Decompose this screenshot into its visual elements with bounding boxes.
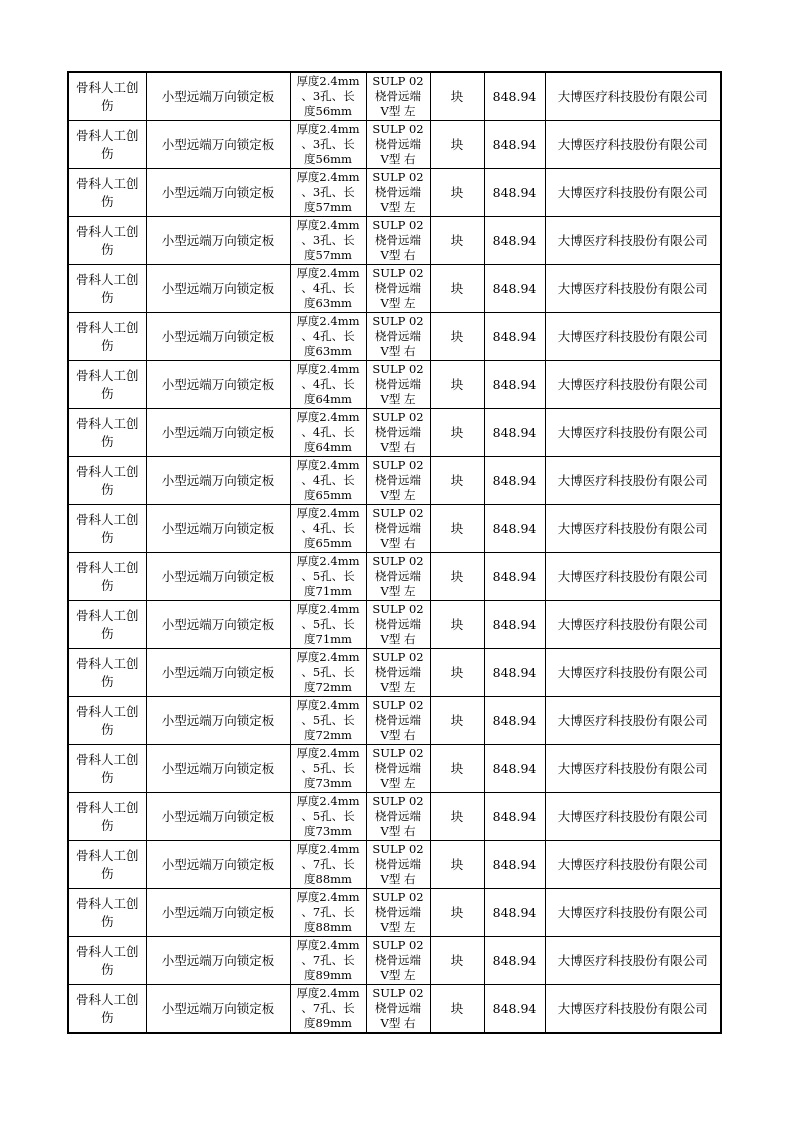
model-cell-line: 桡骨远端: [375, 233, 421, 247]
model-cell: [366, 649, 430, 697]
spec-cell: [290, 457, 366, 505]
model-cell-line: V型 右: [380, 440, 416, 454]
category-cell: 骨科人工创伤: [68, 889, 146, 937]
model-cell-line: SULP 02: [372, 938, 424, 952]
model-cell-line: V型 左: [380, 920, 416, 934]
spec-cell-line: 度72mm: [304, 728, 352, 742]
company-cell: 大博医疗科技股份有限公司: [545, 793, 721, 841]
spec-cell-line: 厚度2.4mm: [296, 314, 360, 328]
spec-cell-line: 厚度2.4mm: [296, 842, 360, 856]
model-cell-line: SULP 02: [372, 746, 424, 760]
price-cell: 848.94: [484, 601, 545, 649]
model-cell-line: SULP 02: [372, 314, 424, 328]
spec-cell-line: 、4孔、长: [301, 425, 355, 439]
table-row: [68, 313, 721, 361]
spec-cell: [290, 553, 366, 601]
model-cell: [366, 72, 430, 121]
spec-cell-line: 、7孔、长: [301, 905, 355, 919]
category-cell: 骨科人工创伤: [68, 745, 146, 793]
spec-cell-line: 度88mm: [304, 920, 352, 934]
category-cell: 骨科人工创伤: [68, 169, 146, 217]
spec-cell-line: 厚度2.4mm: [296, 650, 360, 664]
product-name-cell: 小型远端万向锁定板: [146, 937, 290, 985]
model-cell-line: 桡骨远端: [375, 665, 421, 679]
category-cell: 骨科人工创伤: [68, 553, 146, 601]
model-cell: [366, 265, 430, 313]
model-cell-line: 桡骨远端: [375, 473, 421, 487]
model-cell: [366, 889, 430, 937]
model-cell-line: 桡骨远端: [375, 89, 421, 103]
spec-cell: [290, 793, 366, 841]
model-cell-line: 桡骨远端: [375, 185, 421, 199]
company-cell: 大博医疗科技股份有限公司: [545, 937, 721, 985]
product-name-cell: 小型远端万向锁定板: [146, 217, 290, 265]
company-cell: 大博医疗科技股份有限公司: [545, 745, 721, 793]
price-cell: 848.94: [484, 121, 545, 169]
price-cell: 848.94: [484, 937, 545, 985]
product-name-cell: 小型远端万向锁定板: [146, 697, 290, 745]
spec-cell: [290, 697, 366, 745]
model-cell-line: 桡骨远端: [375, 617, 421, 631]
price-cell: 848.94: [484, 649, 545, 697]
unit-cell: 块: [430, 937, 484, 985]
price-cell: 848.94: [484, 841, 545, 889]
company-cell: 大博医疗科技股份有限公司: [545, 553, 721, 601]
model-cell-line: SULP 02: [372, 218, 424, 232]
table-row: [68, 265, 721, 313]
spec-cell-line: 厚度2.4mm: [296, 458, 360, 472]
spec-cell-line: 、7孔、长: [301, 953, 355, 967]
spec-cell: [290, 937, 366, 985]
spec-cell-line: 、4孔、长: [301, 473, 355, 487]
table-body: [68, 72, 721, 1033]
product-name-cell: 小型远端万向锁定板: [146, 361, 290, 409]
spec-cell-line: 、4孔、长: [301, 377, 355, 391]
model-cell-line: V型 右: [380, 248, 416, 262]
model-cell-line: V型 左: [380, 680, 416, 694]
spec-cell-line: 度71mm: [304, 584, 352, 598]
model-cell-line: SULP 02: [372, 170, 424, 184]
model-cell-line: V型 右: [380, 632, 416, 646]
spec-cell-line: 、7孔、长: [301, 1001, 355, 1015]
unit-cell: 块: [430, 553, 484, 601]
spec-cell-line: 、3孔、长: [301, 233, 355, 247]
unit-cell: 块: [430, 889, 484, 937]
model-cell-line: SULP 02: [372, 74, 424, 88]
model-cell-line: V型 右: [380, 1016, 416, 1030]
spec-cell-line: 度64mm: [304, 440, 352, 454]
model-cell-line: 桡骨远端: [375, 953, 421, 967]
spec-cell-line: 厚度2.4mm: [296, 698, 360, 712]
spec-cell-line: 、3孔、长: [301, 185, 355, 199]
company-cell: 大博医疗科技股份有限公司: [545, 409, 721, 457]
model-cell: [366, 601, 430, 649]
spec-cell-line: 度56mm: [304, 152, 352, 166]
spec-cell-line: 度57mm: [304, 248, 352, 262]
model-cell-line: V型 左: [380, 104, 416, 118]
spec-cell-line: 厚度2.4mm: [296, 410, 360, 424]
spec-cell-line: 、4孔、长: [301, 329, 355, 343]
company-cell: 大博医疗科技股份有限公司: [545, 985, 721, 1034]
model-cell-line: 桡骨远端: [375, 1001, 421, 1015]
model-cell: [366, 745, 430, 793]
model-cell: [366, 121, 430, 169]
model-cell-line: V型 右: [380, 872, 416, 886]
table-row: [68, 697, 721, 745]
spec-cell-line: 、4孔、长: [301, 281, 355, 295]
model-cell: [366, 985, 430, 1034]
model-cell-line: 桡骨远端: [375, 857, 421, 871]
unit-cell: 块: [430, 985, 484, 1034]
model-cell-line: SULP 02: [372, 650, 424, 664]
model-cell-line: SULP 02: [372, 362, 424, 376]
model-cell-line: SULP 02: [372, 794, 424, 808]
spec-cell-line: 度63mm: [304, 344, 352, 358]
model-cell-line: V型 左: [380, 776, 416, 790]
model-cell: [366, 457, 430, 505]
spec-cell-line: 度63mm: [304, 296, 352, 310]
spec-cell-line: 度73mm: [304, 824, 352, 838]
price-cell: 848.94: [484, 169, 545, 217]
spec-cell-line: 、5孔、长: [301, 665, 355, 679]
model-cell-line: V型 右: [380, 344, 416, 358]
spec-cell: [290, 409, 366, 457]
model-cell-line: SULP 02: [372, 122, 424, 136]
spec-cell-line: 厚度2.4mm: [296, 602, 360, 616]
spec-cell-line: 、5孔、长: [301, 809, 355, 823]
model-cell: [366, 217, 430, 265]
category-cell: 骨科人工创伤: [68, 601, 146, 649]
company-cell: 大博医疗科技股份有限公司: [545, 697, 721, 745]
model-cell-line: SULP 02: [372, 602, 424, 616]
unit-cell: 块: [430, 121, 484, 169]
category-cell: 骨科人工创伤: [68, 409, 146, 457]
spec-cell-line: 度89mm: [304, 1016, 352, 1030]
unit-cell: 块: [430, 457, 484, 505]
spec-cell-line: 厚度2.4mm: [296, 266, 360, 280]
table-row: [68, 361, 721, 409]
spec-cell: [290, 889, 366, 937]
table-row: [68, 505, 721, 553]
price-cell: 848.94: [484, 409, 545, 457]
spec-cell-line: 、3孔、长: [301, 89, 355, 103]
unit-cell: 块: [430, 649, 484, 697]
price-cell: 848.94: [484, 697, 545, 745]
price-cell: 848.94: [484, 72, 545, 121]
spec-cell-line: 度72mm: [304, 680, 352, 694]
model-cell: [366, 409, 430, 457]
spec-cell: [290, 121, 366, 169]
company-cell: 大博医疗科技股份有限公司: [545, 169, 721, 217]
model-cell: [366, 313, 430, 361]
table-row: [68, 601, 721, 649]
model-cell-line: 桡骨远端: [375, 377, 421, 391]
model-cell-line: SULP 02: [372, 410, 424, 424]
company-cell: 大博医疗科技股份有限公司: [545, 361, 721, 409]
category-cell: 骨科人工创伤: [68, 72, 146, 121]
spec-cell-line: 、5孔、长: [301, 617, 355, 631]
model-cell-line: V型 右: [380, 728, 416, 742]
spec-cell-line: 度73mm: [304, 776, 352, 790]
table-row: [68, 649, 721, 697]
spec-cell: [290, 841, 366, 889]
category-cell: 骨科人工创伤: [68, 937, 146, 985]
unit-cell: 块: [430, 313, 484, 361]
model-cell: [366, 169, 430, 217]
spec-cell-line: 厚度2.4mm: [296, 218, 360, 232]
spec-cell-line: 厚度2.4mm: [296, 554, 360, 568]
table-row: [68, 889, 721, 937]
category-cell: 骨科人工创伤: [68, 313, 146, 361]
model-cell-line: 桡骨远端: [375, 569, 421, 583]
model-cell-line: SULP 02: [372, 554, 424, 568]
spec-cell: [290, 505, 366, 553]
product-name-cell: 小型远端万向锁定板: [146, 169, 290, 217]
model-cell-line: 桡骨远端: [375, 809, 421, 823]
product-name-cell: 小型远端万向锁定板: [146, 601, 290, 649]
unit-cell: 块: [430, 505, 484, 553]
model-cell-line: 桡骨远端: [375, 713, 421, 727]
unit-cell: 块: [430, 409, 484, 457]
spec-cell-line: 厚度2.4mm: [296, 506, 360, 520]
category-cell: 骨科人工创伤: [68, 217, 146, 265]
model-cell-line: 桡骨远端: [375, 329, 421, 343]
table-row: [68, 121, 721, 169]
category-cell: 骨科人工创伤: [68, 121, 146, 169]
spec-cell: [290, 361, 366, 409]
product-name-cell: 小型远端万向锁定板: [146, 889, 290, 937]
model-cell: [366, 361, 430, 409]
price-cell: 848.94: [484, 217, 545, 265]
table-row: [68, 217, 721, 265]
unit-cell: 块: [430, 169, 484, 217]
table-row: [68, 457, 721, 505]
unit-cell: 块: [430, 841, 484, 889]
spec-cell-line: 、7孔、长: [301, 857, 355, 871]
model-cell-line: SULP 02: [372, 506, 424, 520]
table-row: [68, 985, 721, 1034]
model-cell: [366, 697, 430, 745]
unit-cell: 块: [430, 697, 484, 745]
unit-cell: 块: [430, 793, 484, 841]
unit-cell: 块: [430, 745, 484, 793]
model-cell-line: 桡骨远端: [375, 761, 421, 775]
spec-cell-line: 度89mm: [304, 968, 352, 982]
spec-cell-line: 度57mm: [304, 200, 352, 214]
category-cell: 骨科人工创伤: [68, 265, 146, 313]
unit-cell: 块: [430, 217, 484, 265]
spec-cell: [290, 265, 366, 313]
product-name-cell: 小型远端万向锁定板: [146, 457, 290, 505]
category-cell: 骨科人工创伤: [68, 793, 146, 841]
model-cell-line: V型 右: [380, 536, 416, 550]
spec-cell: [290, 601, 366, 649]
spec-cell-line: 度65mm: [304, 536, 352, 550]
spec-cell-line: 厚度2.4mm: [296, 362, 360, 376]
spec-cell-line: 厚度2.4mm: [296, 938, 360, 952]
model-cell-line: V型 左: [380, 584, 416, 598]
price-cell: 848.94: [484, 457, 545, 505]
product-name-cell: 小型远端万向锁定板: [146, 505, 290, 553]
spec-cell-line: 厚度2.4mm: [296, 122, 360, 136]
table-row: [68, 169, 721, 217]
product-name-cell: 小型远端万向锁定板: [146, 553, 290, 601]
model-cell-line: V型 左: [380, 392, 416, 406]
table-row: [68, 72, 721, 121]
model-cell-line: SULP 02: [372, 890, 424, 904]
price-cell: 848.94: [484, 553, 545, 601]
company-cell: 大博医疗科技股份有限公司: [545, 265, 721, 313]
company-cell: 大博医疗科技股份有限公司: [545, 889, 721, 937]
model-cell-line: V型 右: [380, 824, 416, 838]
model-cell-line: SULP 02: [372, 986, 424, 1000]
model-cell-line: SULP 02: [372, 458, 424, 472]
category-cell: 骨科人工创伤: [68, 841, 146, 889]
product-name-cell: 小型远端万向锁定板: [146, 793, 290, 841]
price-cell: 848.94: [484, 265, 545, 313]
spec-cell: [290, 745, 366, 793]
model-cell-line: 桡骨远端: [375, 521, 421, 535]
spec-cell-line: 度56mm: [304, 104, 352, 118]
table-row: [68, 841, 721, 889]
spec-cell-line: 厚度2.4mm: [296, 890, 360, 904]
model-cell: [366, 841, 430, 889]
spec-cell-line: 度65mm: [304, 488, 352, 502]
spec-cell-line: 、4孔、长: [301, 521, 355, 535]
model-cell-line: V型 左: [380, 968, 416, 982]
company-cell: 大博医疗科技股份有限公司: [545, 841, 721, 889]
product-name-cell: 小型远端万向锁定板: [146, 121, 290, 169]
model-cell-line: 桡骨远端: [375, 137, 421, 151]
table-row: [68, 793, 721, 841]
company-cell: 大博医疗科技股份有限公司: [545, 72, 721, 121]
unit-cell: 块: [430, 72, 484, 121]
spec-cell-line: 度71mm: [304, 632, 352, 646]
company-cell: 大博医疗科技股份有限公司: [545, 649, 721, 697]
product-name-cell: 小型远端万向锁定板: [146, 313, 290, 361]
company-cell: 大博医疗科技股份有限公司: [545, 121, 721, 169]
spec-cell: [290, 649, 366, 697]
company-cell: 大博医疗科技股份有限公司: [545, 313, 721, 361]
unit-cell: 块: [430, 265, 484, 313]
category-cell: 骨科人工创伤: [68, 697, 146, 745]
spec-cell: [290, 985, 366, 1034]
model-cell: [366, 793, 430, 841]
spec-cell-line: 厚度2.4mm: [296, 74, 360, 88]
spec-cell-line: 厚度2.4mm: [296, 746, 360, 760]
product-price-table: [67, 71, 722, 1034]
spec-cell-line: 度64mm: [304, 392, 352, 406]
model-cell-line: V型 左: [380, 296, 416, 310]
table-row: [68, 937, 721, 985]
product-name-cell: 小型远端万向锁定板: [146, 265, 290, 313]
price-cell: 848.94: [484, 889, 545, 937]
company-cell: 大博医疗科技股份有限公司: [545, 217, 721, 265]
table-row: [68, 409, 721, 457]
model-cell: [366, 505, 430, 553]
spec-cell-line: 厚度2.4mm: [296, 170, 360, 184]
product-name-cell: 小型远端万向锁定板: [146, 72, 290, 121]
product-name-cell: 小型远端万向锁定板: [146, 745, 290, 793]
spec-cell-line: 厚度2.4mm: [296, 986, 360, 1000]
spec-cell: [290, 313, 366, 361]
model-cell-line: 桡骨远端: [375, 281, 421, 295]
model-cell-line: V型 左: [380, 488, 416, 502]
product-name-cell: 小型远端万向锁定板: [146, 841, 290, 889]
spec-cell: [290, 169, 366, 217]
company-cell: 大博医疗科技股份有限公司: [545, 457, 721, 505]
spec-cell: [290, 217, 366, 265]
price-cell: 848.94: [484, 361, 545, 409]
price-cell: 848.94: [484, 985, 545, 1034]
category-cell: 骨科人工创伤: [68, 361, 146, 409]
table-row: [68, 745, 721, 793]
product-name-cell: 小型远端万向锁定板: [146, 649, 290, 697]
category-cell: 骨科人工创伤: [68, 457, 146, 505]
category-cell: 骨科人工创伤: [68, 649, 146, 697]
model-cell-line: SULP 02: [372, 698, 424, 712]
company-cell: 大博医疗科技股份有限公司: [545, 505, 721, 553]
model-cell: [366, 937, 430, 985]
model-cell-line: SULP 02: [372, 842, 424, 856]
product-name-cell: 小型远端万向锁定板: [146, 985, 290, 1034]
model-cell-line: V型 右: [380, 152, 416, 166]
model-cell-line: 桡骨远端: [375, 425, 421, 439]
spec-cell-line: 度88mm: [304, 872, 352, 886]
category-cell: 骨科人工创伤: [68, 505, 146, 553]
price-cell: 848.94: [484, 313, 545, 361]
price-cell: 848.94: [484, 793, 545, 841]
category-cell: 骨科人工创伤: [68, 985, 146, 1034]
spec-cell-line: 厚度2.4mm: [296, 794, 360, 808]
company-cell: 大博医疗科技股份有限公司: [545, 601, 721, 649]
spec-cell-line: 、3孔、长: [301, 137, 355, 151]
model-cell-line: 桡骨远端: [375, 905, 421, 919]
spec-cell-line: 、5孔、长: [301, 569, 355, 583]
model-cell-line: V型 左: [380, 200, 416, 214]
price-cell: 848.94: [484, 505, 545, 553]
product-name-cell: 小型远端万向锁定板: [146, 409, 290, 457]
model-cell: [366, 553, 430, 601]
model-cell-line: SULP 02: [372, 266, 424, 280]
unit-cell: 块: [430, 601, 484, 649]
price-cell: 848.94: [484, 745, 545, 793]
unit-cell: 块: [430, 361, 484, 409]
spec-cell-line: 、5孔、长: [301, 761, 355, 775]
spec-cell: [290, 72, 366, 121]
spec-cell-line: 、5孔、长: [301, 713, 355, 727]
table-row: [68, 553, 721, 601]
